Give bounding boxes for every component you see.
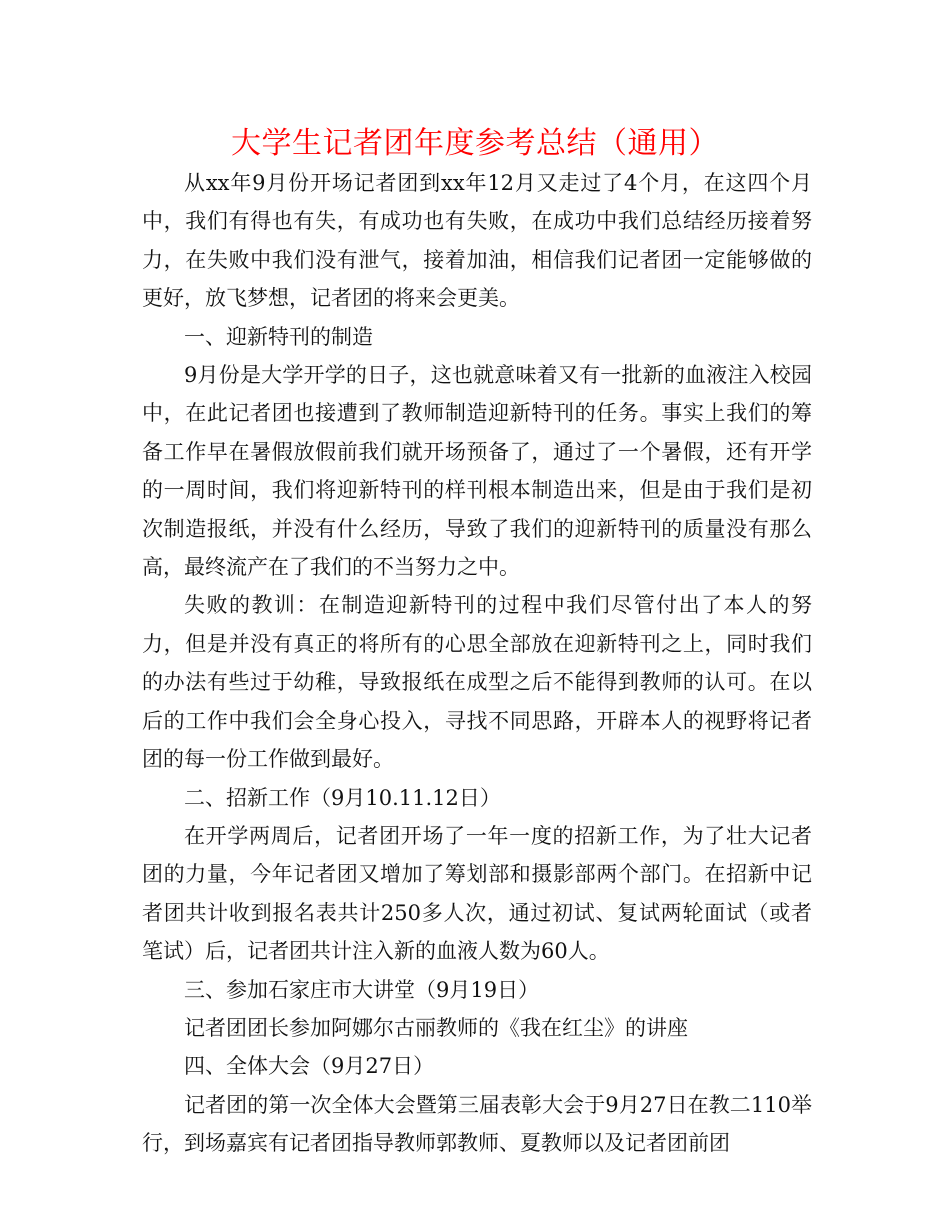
section-heading-2: 二、招新工作（9月10.11.12日） (184, 785, 501, 810)
paragraph-section-2: 在开学两周后，记者团开场了一年一度的招新工作，为了壮大记者团的力量，今年记者团又增加了筹划部和摄影部两个部门。在招新中记者团共计收到报名表共计250多人次，通过初试、复试两轮面试（或者笔试）后，记者团共计注入新的血液人数为60人。 (142, 823, 812, 964)
paragraph-lesson: 失败的教训：在制造迎新特刊的过程中我们尽管付出了本人的努力，但是并没有真正的将所有的心思全部放在迎新特刊之上，同时我们的办法有些过于幼稚，导致报纸在成型之后不能得到教师的认可。在以后的工作中我们会全身心投入，寻找不同思路，开辟本人的视野将记者团的每一份工作做到最好。 (142, 593, 812, 772)
paragraph-section-3: 记者团团长参加阿娜尔古丽教师的《我在红尘》的讲座 (184, 1015, 688, 1040)
paragraph-section-1: 9月份是大学开学的日子，这也就意味着又有一批新的血液注入校园中，在此记者团也接遭到了教师制造迎新特刊的任务。事实上我们的筹备工作早在暑假放假前我们就开场预备了，通过了一个暑假，还有开学的一周时间，我们将迎新特刊的样刊根本制造出来，但是由于我们是初次制造报纸，并没有什么经历，导致了我们的迎新特刊的质量没有那么高，最终流产在了我们的不当努力之中。 (142, 363, 812, 580)
document-title: 大学生记者团年度参考总结（通用） (231, 126, 719, 161)
paragraph-section-4: 记者团的第一次全体大会暨第三届表彰大会于9月27日在教二110举行，到场嘉宾有记者团指导教师郭教师、夏教师以及记者团前团 (142, 1092, 812, 1156)
paragraph-intro: 从xx年9月份开场记者团到xx年12月又走过了4个月，在这四个月中，我们有得也有失，有成功也有失败，在成功中我们总结经历接着努力，在失败中我们没有泄气，接着加油，相信我们记者团一定能够做的更好，放飞梦想，记者团的将来会更美。 (142, 171, 812, 311)
section-heading-3: 三、参加石家庄市大讲堂（9月19日） (184, 977, 540, 1002)
section-heading-1: 一、迎新特刊的制造 (184, 324, 373, 349)
document-body (142, 164, 812, 1163)
section-heading-4: 四、全体大会（9月27日） (184, 1054, 435, 1079)
